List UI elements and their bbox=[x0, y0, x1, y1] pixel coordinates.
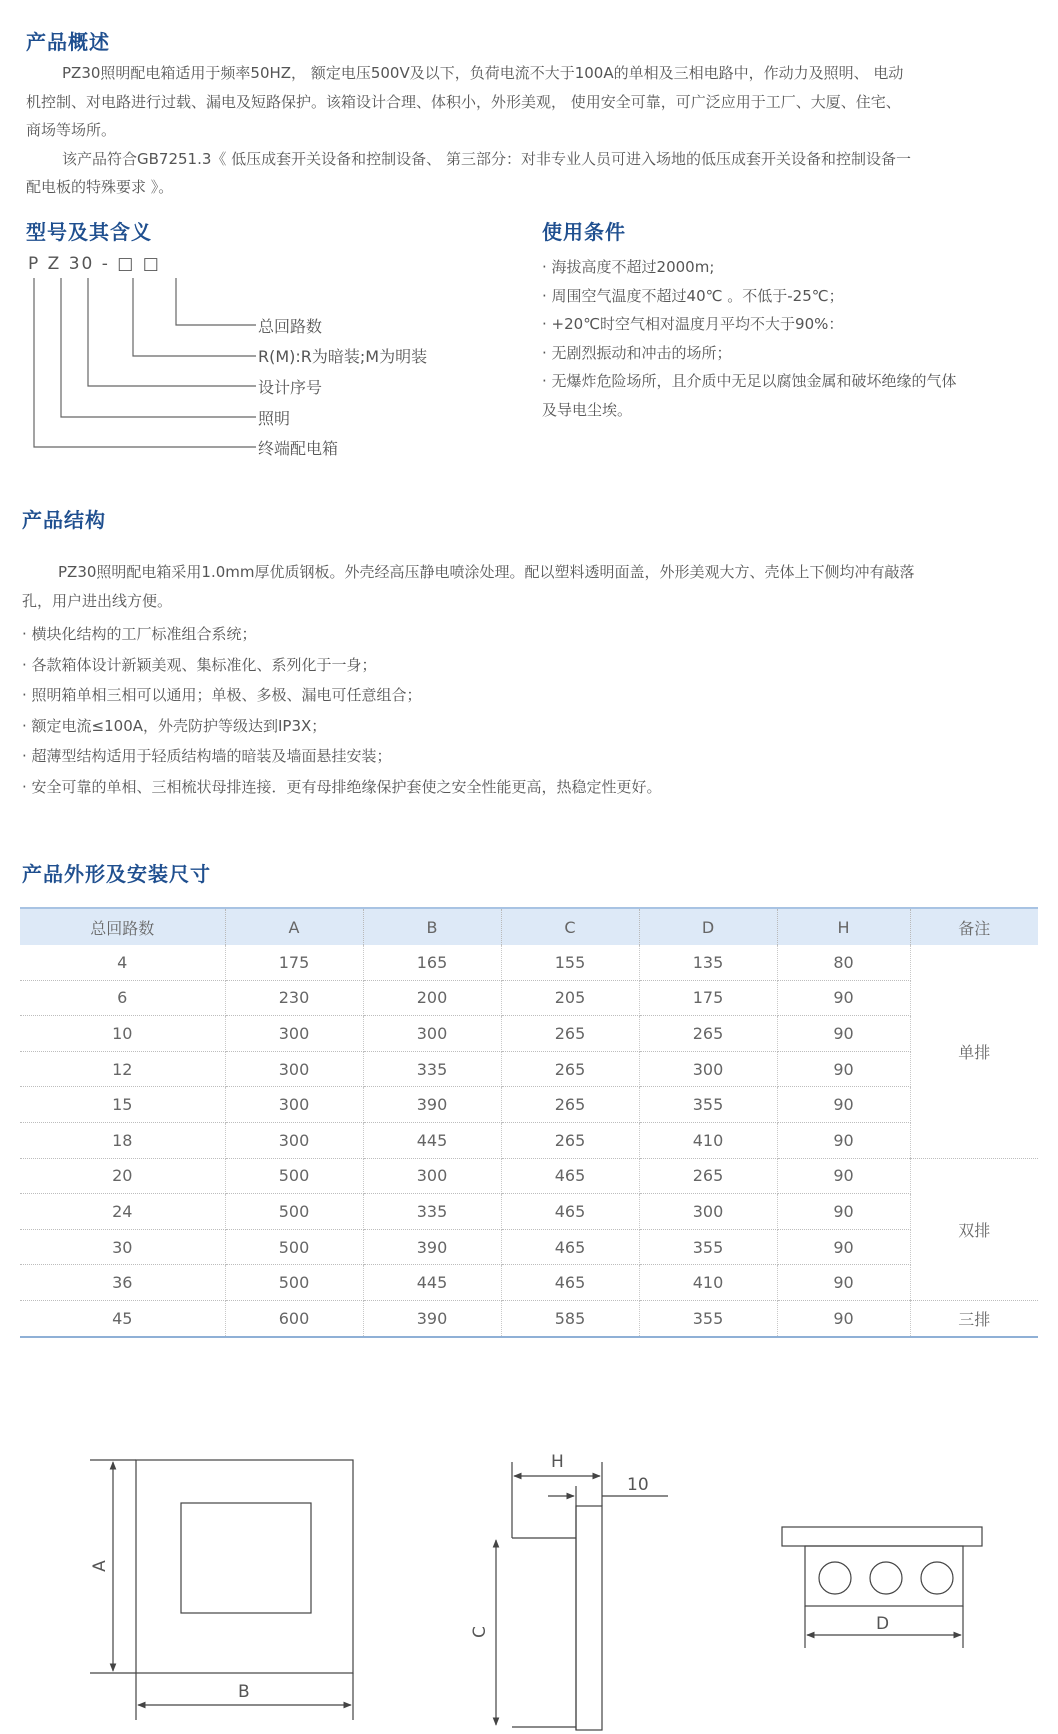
structure-bullet: · 超薄型结构适用于轻质结构墙的暗装及墙面悬挂安装； bbox=[22, 747, 392, 765]
overview-line: 机控制、对电路进行过载、漏电及短路保护。该箱设计合理、体积小，外形美观， 使用安全可靠，可广泛应用于工厂、大厦、住宅、 bbox=[26, 92, 901, 111]
header-a: A bbox=[225, 908, 363, 945]
front-view-drawing bbox=[90, 1460, 353, 1720]
table-row bbox=[20, 1051, 1038, 1087]
knockout-hole bbox=[870, 1562, 902, 1594]
cell: 355 bbox=[639, 1087, 777, 1123]
conditions-title: 使用条件 bbox=[542, 220, 626, 244]
cell: 80 bbox=[777, 945, 910, 980]
drawing-label-c: C bbox=[469, 1626, 490, 1638]
table-row bbox=[20, 1229, 1038, 1265]
header-h: H bbox=[777, 908, 910, 945]
cell: 4 bbox=[20, 945, 225, 980]
note-double: 双排 bbox=[910, 1158, 1038, 1300]
header-d: D bbox=[639, 908, 777, 945]
table-header-row bbox=[20, 908, 1038, 945]
cell: 90 bbox=[777, 1051, 910, 1087]
cell: 30 bbox=[20, 1229, 225, 1265]
dimensions-table bbox=[20, 907, 1038, 1338]
table-row bbox=[20, 1265, 1038, 1301]
cell: 6 bbox=[20, 980, 225, 1016]
bottom-view-lid bbox=[782, 1527, 982, 1546]
cell: 300 bbox=[639, 1194, 777, 1230]
cell: 300 bbox=[363, 1016, 501, 1052]
condition-item: · 无剧烈振动和冲击的场所； bbox=[542, 343, 732, 362]
model-label-mount: R(M):R为暗装;M为明装 bbox=[258, 347, 428, 366]
overview-line: 商场等场所。 bbox=[26, 121, 117, 139]
cell: 585 bbox=[501, 1300, 639, 1336]
cell: 465 bbox=[501, 1194, 639, 1230]
side-view-body bbox=[576, 1506, 602, 1730]
cell: 300 bbox=[225, 1122, 363, 1158]
cell: 90 bbox=[777, 1122, 910, 1158]
cell: 300 bbox=[225, 1087, 363, 1123]
table-row bbox=[20, 1016, 1038, 1052]
table-row bbox=[20, 980, 1038, 1016]
model-label-lighting: 照明 bbox=[258, 409, 291, 428]
knockout-hole bbox=[921, 1562, 953, 1594]
cell: 500 bbox=[225, 1158, 363, 1194]
cell: 500 bbox=[225, 1229, 363, 1265]
note-triple: 三排 bbox=[910, 1300, 1038, 1336]
cell: 355 bbox=[639, 1300, 777, 1336]
structure-bullet: · 横块化结构的工厂标准组合系统； bbox=[22, 625, 257, 643]
cell: 265 bbox=[501, 1087, 639, 1123]
overview-line: 该产品符合GB7251.3《 低压成套开关设备和控制设备、 第三部分：对非专业人员可进入场地的低压成套开关设备和控制设备一 bbox=[62, 149, 911, 168]
cell: 445 bbox=[363, 1265, 501, 1301]
cell: 410 bbox=[639, 1265, 777, 1301]
cell: 465 bbox=[501, 1229, 639, 1265]
table-row bbox=[20, 1158, 1038, 1194]
condition-item: · 无爆炸危险场所，且介质中无足以腐蚀金属和破坏绝缘的气体 bbox=[542, 372, 957, 390]
cell: 90 bbox=[777, 1194, 910, 1230]
cell: 175 bbox=[639, 980, 777, 1016]
cell: 390 bbox=[363, 1300, 501, 1336]
cell: 12 bbox=[20, 1051, 225, 1087]
structure-bullet: · 安全可靠的单相、三相梳状母排连接．更有母排绝缘保护套使之安全性能更高，热稳定性更好。 bbox=[22, 777, 662, 796]
overview-text bbox=[26, 59, 1046, 202]
condition-item: 及导电尘埃。 bbox=[542, 400, 633, 419]
header-circuits: 总回路数 bbox=[20, 908, 225, 945]
cell: 20 bbox=[20, 1158, 225, 1194]
cell: 265 bbox=[639, 1016, 777, 1052]
cell: 175 bbox=[225, 945, 363, 980]
dimensions-title: 产品外形及安装尺寸 bbox=[22, 862, 211, 886]
front-view-box bbox=[136, 1460, 353, 1673]
conditions-list bbox=[542, 253, 1042, 424]
table-row bbox=[20, 945, 1038, 980]
cell: 335 bbox=[363, 1051, 501, 1087]
cell: 300 bbox=[225, 1016, 363, 1052]
condition-item: · +20℃时空气相对温度月平均不大于90%： bbox=[542, 315, 844, 333]
model-label-design-no: 设计序号 bbox=[258, 378, 323, 397]
structure-intro-line: PZ30照明配电箱采用1.0mm厚优质钢板。外壳经高压静电喷涂处理。配以塑料透明面盖，外形美观大方、壳体上下侧均冲有敲落 bbox=[58, 563, 915, 581]
structure-intro bbox=[22, 558, 1052, 615]
cell: 18 bbox=[20, 1122, 225, 1158]
model-label-circuits: 总回路数 bbox=[258, 317, 323, 336]
drawing-label-d: D bbox=[876, 1614, 890, 1634]
cell: 90 bbox=[777, 1229, 910, 1265]
cell: 265 bbox=[501, 1016, 639, 1052]
drawing-label-a: A bbox=[89, 1560, 110, 1572]
cell: 300 bbox=[225, 1051, 363, 1087]
header-b: B bbox=[363, 908, 501, 945]
cell: 230 bbox=[225, 980, 363, 1016]
structure-bullet: · 额定电流≤100A，外壳防护等级达到IP3X； bbox=[22, 716, 327, 735]
structure-title: 产品结构 bbox=[22, 508, 106, 532]
model-code: P Z 30 - □ □ bbox=[28, 254, 161, 274]
cell: 335 bbox=[363, 1194, 501, 1230]
cell: 45 bbox=[20, 1300, 225, 1336]
condition-item: · 海拔高度不超过2000m; bbox=[542, 258, 715, 276]
cell: 10 bbox=[20, 1016, 225, 1052]
drawing-label-b: B bbox=[238, 1682, 250, 1702]
structure-bullets bbox=[22, 619, 1052, 802]
cell: 135 bbox=[639, 945, 777, 980]
bottom-view-body bbox=[805, 1546, 963, 1606]
header-note: 备注 bbox=[910, 908, 1038, 945]
note-single: 单排 bbox=[910, 945, 1038, 1158]
cell: 90 bbox=[777, 1265, 910, 1301]
model-title: 型号及其含义 bbox=[26, 220, 152, 244]
cell: 90 bbox=[777, 980, 910, 1016]
condition-item: · 周围空气温度不超过40℃ 。不低于-25℃； bbox=[542, 286, 844, 305]
cell: 205 bbox=[501, 980, 639, 1016]
table-row bbox=[20, 1300, 1038, 1336]
cell: 355 bbox=[639, 1229, 777, 1265]
cell: 90 bbox=[777, 1087, 910, 1123]
cell: 410 bbox=[639, 1122, 777, 1158]
overview-line: PZ30照明配电箱适用于频率50HZ， 额定电压500V及以下，负荷电流不大于100A的单相及三相电路中，作动力及照明、 电动 bbox=[62, 64, 904, 82]
cell: 165 bbox=[363, 945, 501, 980]
cell: 36 bbox=[20, 1265, 225, 1301]
structure-intro-line: 孔，用户进出线方便。 bbox=[22, 591, 173, 610]
cell: 465 bbox=[501, 1265, 639, 1301]
front-view-window bbox=[181, 1503, 311, 1613]
cell: 90 bbox=[777, 1300, 910, 1336]
table-row bbox=[20, 1122, 1038, 1158]
cell: 15 bbox=[20, 1087, 225, 1123]
table-row bbox=[20, 1087, 1038, 1123]
cell: 600 bbox=[225, 1300, 363, 1336]
table-row bbox=[20, 1194, 1038, 1230]
cell: 200 bbox=[363, 980, 501, 1016]
cell: 390 bbox=[363, 1087, 501, 1123]
knockout-hole bbox=[819, 1562, 851, 1594]
cell: 90 bbox=[777, 1016, 910, 1052]
model-label-terminal-box: 终端配电箱 bbox=[258, 439, 339, 458]
cell: 265 bbox=[501, 1051, 639, 1087]
cell: 90 bbox=[777, 1158, 910, 1194]
overview-line: 配电板的特殊要求 》。 bbox=[26, 178, 174, 196]
cell: 500 bbox=[225, 1265, 363, 1301]
cell: 265 bbox=[639, 1158, 777, 1194]
cell: 24 bbox=[20, 1194, 225, 1230]
cell: 465 bbox=[501, 1158, 639, 1194]
cell: 155 bbox=[501, 945, 639, 980]
header-c: C bbox=[501, 908, 639, 945]
drawing-label-h: H bbox=[551, 1452, 564, 1472]
cell: 390 bbox=[363, 1229, 501, 1265]
structure-bullet: · 各款箱体设计新颖美观、集标准化、系列化于一身； bbox=[22, 655, 377, 674]
cell: 445 bbox=[363, 1122, 501, 1158]
cell: 300 bbox=[639, 1051, 777, 1087]
cell: 300 bbox=[363, 1158, 501, 1194]
cell: 500 bbox=[225, 1194, 363, 1230]
cell: 265 bbox=[501, 1122, 639, 1158]
side-view-drawing bbox=[496, 1462, 668, 1730]
structure-bullet: · 照明箱单相三相可以通用；单极、多极、漏电可任意组合； bbox=[22, 686, 422, 704]
drawing-label-10: 10 bbox=[627, 1475, 649, 1495]
overview-title: 产品概述 bbox=[26, 30, 110, 54]
